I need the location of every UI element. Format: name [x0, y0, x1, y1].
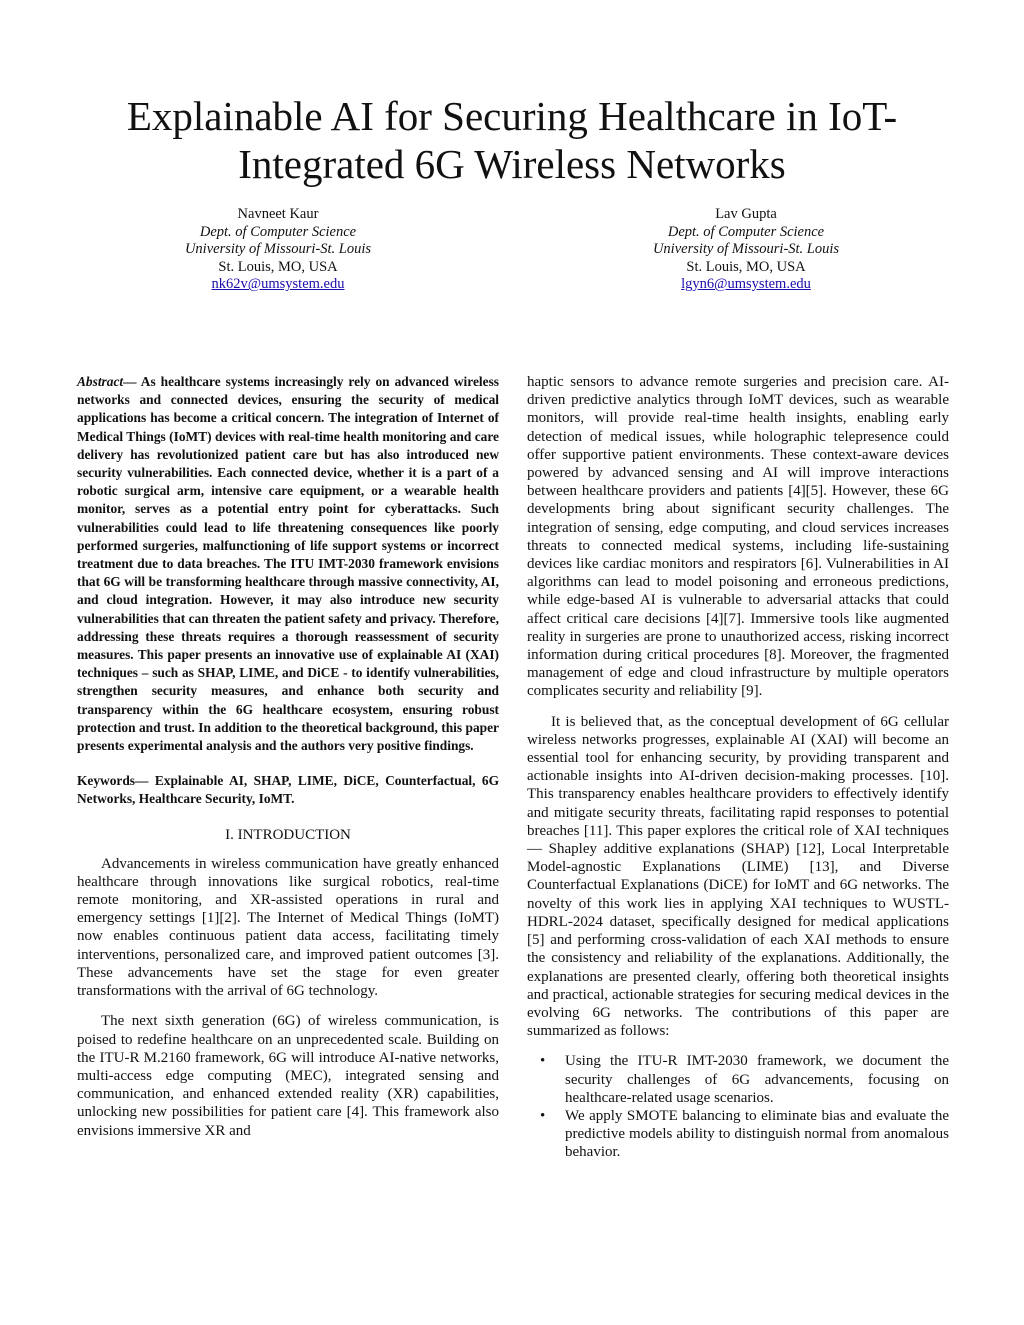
abstract-text: As healthcare systems increasingly rely on advanced wireless networks and connected devices, ensuring the security of medical applications has become a critical concern. The integration of Internet of Medical Things (IoMT) devices with real-time health monitoring and care delivery has revolutionized patient care but has also introduced new security vulnerabilities. Each connected device, whether it is a part of a robotic surgical arm, intensive care equipment, or a wearable health monitor, serves as a potential entry point for cyberattacks. Such vulnerabilities could lead to life threatening consequences like poorly performed surgeries, malfunctioning of life support systems or incorrect treatment due to data breaches. The ITU IMT-2030 framework envisions that 6G will be transforming healthcare through massive connectivity, AI, and cloud integration. However, it may also introduce new security vulnerabilities that can threaten the patient safety and privacy. Therefore, addressing these threats requires a thorough reassessment of security measures. This paper presents an innovative use of explainable AI (XAI) techniques – such as SHAP, LIME, and DiCE - to identify vulnerabilities, strengthen security measures, and enhance both security and transparency within the 6G healthcare ecosystem, ensuring robust protection and trust. In addition to the theoretical background, this paper presents experimental analysis and the authors very positive findings.: [77, 374, 499, 754]
keywords-text: Explainable AI, SHAP, LIME, DiCE, Counterfactual, 6G Networks, Healthcare Security, IoMT.: [77, 773, 499, 807]
author-university: University of Missouri-St. Louis: [652, 241, 840, 257]
bullet-icon: •: [540, 1107, 546, 1124]
keywords-label: Keywords—: [77, 773, 149, 789]
bullet-icon: •: [540, 1053, 546, 1070]
abstract-separator: —: [123, 374, 137, 389]
author-name: Navneet Kaur: [237, 206, 319, 222]
contributions-list: [527, 1052, 949, 1161]
list-item-text: Using the ITU-R IMT-2030 framework, we document the security challenges of 6G advancements, focusing on healthcare-related usage scenarios.: [565, 1053, 949, 1106]
author-university: University of Missouri-St. Louis: [184, 241, 372, 257]
author-location: St. Louis, MO, USA: [686, 258, 806, 275]
left-column: [77, 373, 499, 1140]
body-paragraph: haptic sensors to advance remote surgeries and precision care. AI-driven predictive analytics through IoMT devices, such as wearable monitors, will provide real-time health insights, enabling early detection of medical issues, while holographic telepresence could offer supportive patient environments. These context-aware devices powered by advanced sensing and AI will improve interactions between healthcare providers and patients [4][5]. However, these 6G developments bring about significant security challenges. The integration of sensing, edge computing, and cloud services increases threats to connected medical systems, including life-sustaining devices like cardiac monitors and respirators [6]. Vulnerabilities in AI algorithms can lead to model poisoning and erroneous predictions, while edge-based AI is vulnerable to adversarial attacks that could affect critical care decisions [4][7]. Immersive tools like augmented reality in surgeries are prone to unauthorized access, risking incorrect information during critical procedures [8]. Moreover, the fragmented management of edge and cloud infrastructure by multiple operators complicates security and reliability [9].: [527, 374, 949, 700]
author-dept: Dept. of Computer Science: [667, 223, 825, 240]
list-item-text: We apply SMOTE balancing to eliminate bias and evaluate the predictive models ability to distinguish normal from anomalous behavior.: [565, 1107, 949, 1161]
abstract-label: Abstract: [77, 374, 124, 389]
author-email-link[interactable]: lgyn6@umsystem.edu: [681, 276, 811, 292]
list-item: [527, 1052, 949, 1107]
list-item: [527, 1107, 949, 1162]
author-name: Lav Gupta: [715, 206, 777, 222]
paper-title: Explainable AI for Securing Healthcare in IoT-Integrated 6G Wireless Networks: [126, 93, 898, 187]
section-heading: I. INTRODUCTION: [225, 826, 351, 843]
author-location: St. Louis, MO, USA: [218, 258, 338, 275]
keywords: [77, 772, 499, 808]
body-paragraph: It is believed that, as the conceptual development of 6G cellular wireless networks progresses, explainable AI (XAI) will become an essential tool for enhancing security, by providing transparent and actionable insights into AI-driven decision-making processes. [10]. This transparency enables healthcare providers to effectively identify and mitigate security threats, facilitating rapid responses to potential breaches [11]. This paper explores the critical role of XAI techniques— Shapley additive explanations (SHAP) [12], Local Interpretable Model-agnostic Explanations (LIME) [13], and Diverse Counterfactual Explanations (DiCE) for IoMT and 6G networks. The novelty of this work lies in applying XAI techniques to WUSTL-HDRL-2024 dataset, specifically designed for medical applications [5] and performing cross-validation of each XAI methods to ensure the consistency and reliability of the explanations. Additionally, the explanations are presented clearly, offering both theoretical insights and practical, actionable strategies for securing medical devices in the evolving 6G networks. The contributions of this paper are summarized as follows:: [527, 713, 949, 1040]
author-dept: Dept. of Computer Science: [199, 223, 357, 240]
author-block-1: [128, 206, 428, 294]
body-paragraph: The next sixth generation (6G) of wireless communication, is poised to redefine healthcare on an unprecedented scale. Building on the ITU-R M.2160 framework, 6G will introduce AI-native networks, multi-access edge computing (MEC), integrated sensing and communication, and enhanced extended reality (XR) capabilities, unlocking new possibilities for patient care [4]. This framework also envisions immersive XR and: [77, 1013, 499, 1139]
right-column: [527, 373, 949, 1162]
body-paragraph: Advancements in wireless communication have greatly enhanced healthcare through innovations like surgical robotics, real-time remote monitoring, and XR-assisted operations in rural and emergency settings [1][2]. The Internet of Medical Things (IoMT) now enables continuous patient data access, facilitating timely interventions, personalized care, and improved patient outcomes [3]. These advancements have set the stage for even greater transformations with the arrival of 6G technology.: [77, 855, 499, 1000]
author-email-link[interactable]: nk62v@umsystem.edu: [211, 276, 345, 292]
abstract: [77, 373, 499, 755]
author-block-2: [596, 206, 896, 294]
